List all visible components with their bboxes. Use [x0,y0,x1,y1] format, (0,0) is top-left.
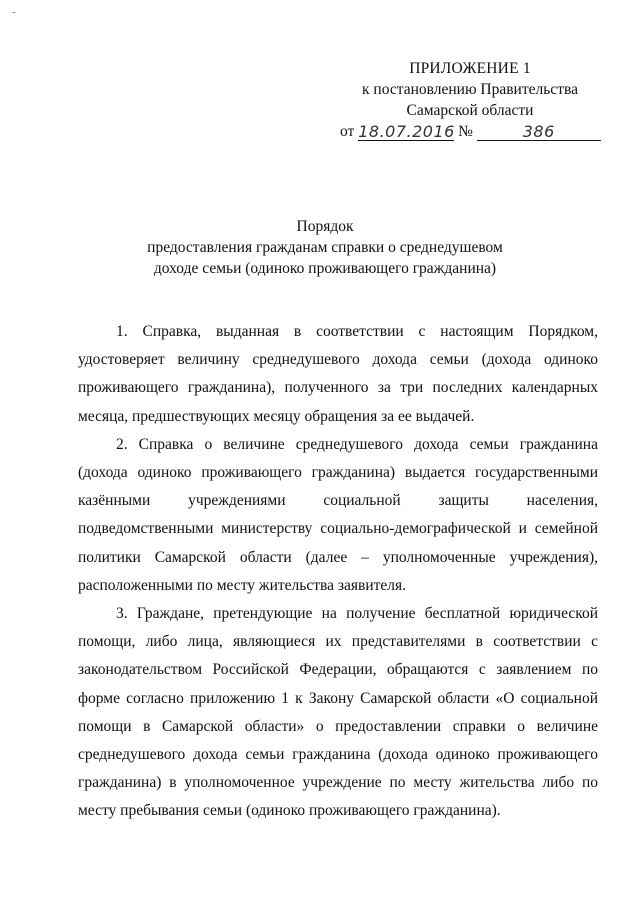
number-value: 386 [522,122,555,141]
annex-title: ПРИЛОЖЕНИЕ 1 [409,60,531,77]
document-heading [110,216,540,279]
number-field [477,121,601,141]
annex-line-1: к постановлению Правительства [362,81,578,98]
annex-date-line [340,121,600,142]
date-field [358,121,454,141]
document-body [78,318,598,826]
paragraph-1: 1. Справка, выданная в соответствии с настоящим Порядком, удостоверяет величину среднедушевого дохода семьи (дохода одиноко проживающего гражданина), полученного за три последних календарных месяца, предшествующих месяцу обращения за ее выдачей. [78,323,598,425]
annex-line-2: Самарской области [406,102,534,119]
date-value: 18.07.2016 [358,122,455,141]
corner-mark: - [12,6,16,18]
paragraph-3: 3. Граждане, претендующие на получение бесплатной юридической помощи, либо лица, являющиеся их представителями в соответствии с законодательством Российской Федерации, обращаются с заявлением по форме согласно приложению 1 к Закону Самарской области «О социальной помощи в Самарской области» о предоставлении справки о величине среднедушевого дохода семьи гражданина (дохода одиноко проживающего гражданина) в уполномоченное учреждение по месту жительства либо по месту пребывания семьи (одиноко проживающего гражданина). [78,605,598,820]
paragraph-2: 2. Справка о величине среднедушевого дохода семьи гражданина (дохода одиноко проживающего гражданина) выдается государственными казёнными учреждениями социальной защиты населения, подведомственными министерству социально-демографической и семейной политики Самарской области (далее – уполномоченные учреждения), расположенными по месту жительства заявителя. [78,435,598,594]
heading-line-3: доходе семьи (одиноко проживающего гражданина) [153,260,497,277]
heading-line-2: предоставления гражданам справки о среднедушевом [147,239,503,256]
date-prefix: от [340,123,355,140]
heading-line-1: Порядок [296,218,354,235]
number-prefix: № [458,123,473,140]
annex-header [340,58,600,142]
